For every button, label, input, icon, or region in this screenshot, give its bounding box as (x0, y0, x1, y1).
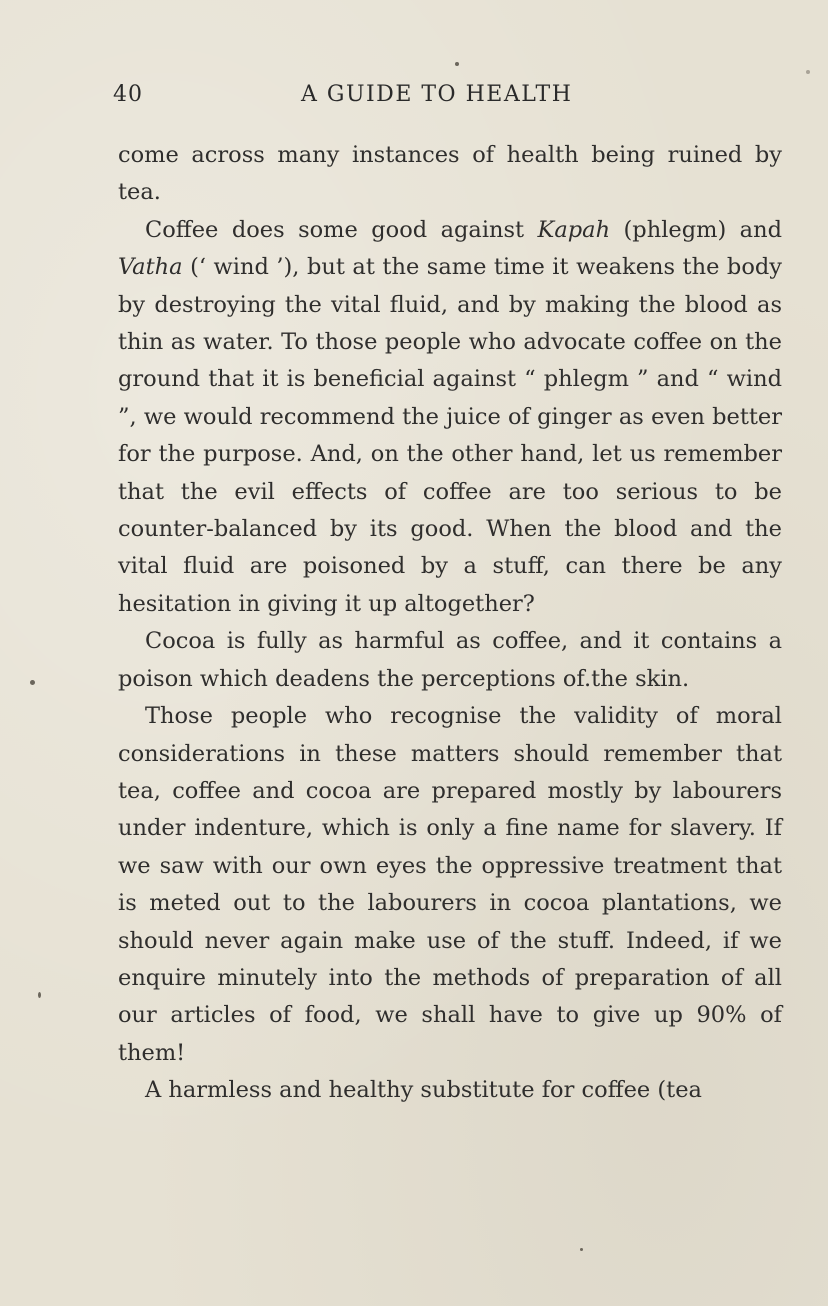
paragraph-coffee (118, 212, 782, 623)
page-number: 40 (113, 82, 143, 107)
term-vatha: Vatha (118, 254, 183, 281)
paper-speck (38, 992, 41, 998)
paragraph-moral-considerations: Those people who recognise the validity of moral considerations in these matters should remember that tea, coffee and cocoa are prepared mostly by labourers under indenture, which is only a fine name for slavery. If we saw with our own eyes the oppressive treatment that is meted out to the labourers in cocoa plantations, we should never again make use of the stuff. Indeed, if we enquire minutely into the methods of preparation of all our articles of food, we shall have to give up 90% of them! (118, 703, 782, 1066)
paper-speck (30, 680, 35, 685)
paragraph-substitute: A harmless and healthy substitute for coffee (tea (145, 1077, 702, 1104)
paper-speck (806, 70, 810, 74)
term-kapah: Kapah (537, 216, 611, 243)
paper-speck (455, 62, 459, 66)
coffee-text-start: Coffee does some good against (145, 216, 538, 243)
body-text (118, 137, 782, 1110)
running-head (113, 82, 785, 112)
paragraph-cocoa: Cocoa is fully as harmful as coffee, and it contains a poison which deadens the perceptions of.the skin. (118, 628, 782, 692)
paper-speck (580, 1248, 583, 1251)
paragraph-continuation: come across many instances of health being ruined by tea. (118, 142, 782, 206)
coffee-text-end: (‘ wind ’), but at the same time it weakens the body by destroying the vital fluid, and by making the blood as thin as water. To those people who advocate coffee on the ground that it is beneficial against “ phlegm ” and “ wind ”, we would recommend the juice of ginger as even better for the purpose. And, on the other hand, let us remember that the evil effects of coffee are too serious to be counter-balanced by its good. When the blood and the vital fluid are poisoned by a stuff, can there be any hesitation in giving it up altogether? (118, 254, 782, 617)
coffee-text-mid: (phlegm) and (610, 216, 782, 243)
running-title: A GUIDE TO HEALTH (301, 82, 573, 107)
